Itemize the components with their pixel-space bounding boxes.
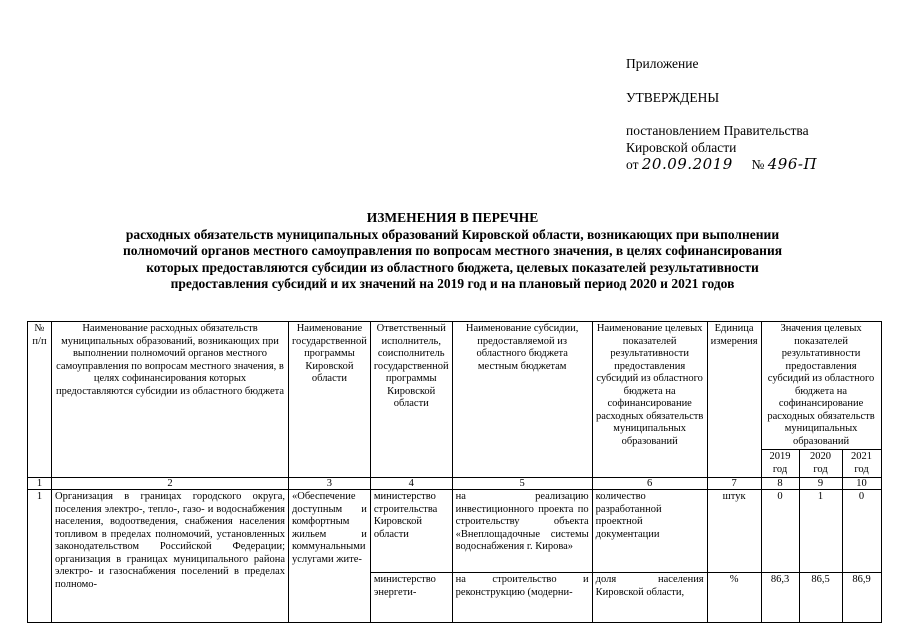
title-line-2: расходных обязательств муниципальных образований Кировской области, возникающих при выполнении [125, 226, 780, 242]
row-subsidy: на строительство и реконструкцию (модерни- [452, 573, 592, 623]
header-num: № п/п [28, 322, 52, 478]
column-number: 9 [799, 478, 842, 490]
column-number: 8 [761, 478, 799, 490]
decree-line-2: Кировской области [626, 140, 737, 155]
row-value-2019: 86,3 [761, 573, 799, 623]
handwritten-date: 20.09.2019 [641, 155, 733, 173]
from-label: от [626, 157, 639, 172]
header-executor: Ответственный исполнитель, соисполнитель государственной программы Кировской области [370, 322, 452, 478]
header-obligation: Наименование расходных обязательств муниципальных образований, возникающих при выполнении полномочий органов местного самоуправления по вопросам местного значения, в целях софинансирования которых предоставляются субсидии из областного бюджета [52, 322, 289, 478]
row-value-2021: 0 [842, 490, 881, 573]
row-num: 1 [28, 490, 52, 623]
row-value-2020: 1 [799, 490, 842, 573]
column-number: 10 [842, 478, 881, 490]
obligations-table [27, 321, 882, 623]
row-value-2021: 86,9 [842, 573, 881, 623]
row-subsidy: на реализацию инвестиционного проекта по строительству объекта «Внеплощадочные системы водоснабжения г. Кирова» [452, 490, 592, 573]
title-line-5: предоставления субсидий и их значений на 2019 год и на плановый период 2020 и 2021 годов [170, 276, 735, 291]
row-unit: % [707, 573, 761, 623]
column-number-row [28, 478, 882, 490]
row-value-2020: 86,5 [799, 573, 842, 623]
row-executor: министерство энергети- [370, 573, 452, 623]
column-number: 2 [52, 478, 289, 490]
decree-line-1: постановлением Правительства [626, 123, 809, 138]
column-number: 1 [28, 478, 52, 490]
row-obligation: Организация в границах городского округа, поселения электро-, тепло-, газо- и водоснабжения населения, водоотведения, снабжения населения топливом в пределах полномочий, установленных законодательством Российской Федерации; организация в границах муниципального района электро- и газоснабжения поселений в пределах полномо- [52, 490, 289, 623]
column-number: 6 [592, 478, 707, 490]
row-unit: штук [707, 490, 761, 573]
title-line-1: ИЗМЕНЕНИЯ В ПЕРЕЧНЕ [366, 210, 539, 225]
row-program: «Обеспечение доступным и комфортным жильем и коммунальными услугами жите- [289, 490, 371, 623]
column-number: 3 [289, 478, 371, 490]
header-unit: Единица измерения [707, 322, 761, 478]
header-subsidy: Наименование субсидии, предоставляемой из областного бюджета местным бюджетам [452, 322, 592, 478]
document-title [40, 210, 865, 293]
header-values: Значения целевых показателей результативности предоставления субсидий из областного бюджета на софинансирование расходных обязательств муниципальных образований [761, 322, 881, 450]
title-line-4: которых предоставляются субсидии из областного бюджета, целевых показателей результативности [146, 259, 759, 275]
handwritten-number: 496-П [767, 155, 818, 173]
title-line-3: полномочий органов местного самоуправления по вопросам местного значения, в целях софинансирования [122, 243, 783, 258]
column-number: 4 [370, 478, 452, 490]
row-value-2019: 0 [761, 490, 799, 573]
row-executor: министерство строительства Кировской области [370, 490, 452, 573]
header-year-2021: 2021 год [842, 450, 881, 478]
column-number: 7 [707, 478, 761, 490]
row-indicator: количество разработанной проектной документации [592, 490, 707, 573]
header-year-2020: 2020 год [799, 450, 842, 478]
header-year-2019: 2019 год [761, 450, 799, 478]
approved-label: УТВЕРЖДЕНЫ [626, 90, 720, 105]
table-row [28, 490, 882, 573]
header-indicator: Наименование целевых показателей результативности предоставления субсидий из областного бюджета на софинансирование расходных обязательств муниципальных образований [592, 322, 707, 478]
column-number: 5 [452, 478, 592, 490]
appendix-label: Приложение [626, 56, 699, 71]
number-label: № [751, 157, 765, 172]
row-indicator: доля населения Кировской области, [592, 573, 707, 623]
decree-date-line [626, 156, 817, 173]
header-program: Наименование государственной программы Кировской области [289, 322, 371, 478]
